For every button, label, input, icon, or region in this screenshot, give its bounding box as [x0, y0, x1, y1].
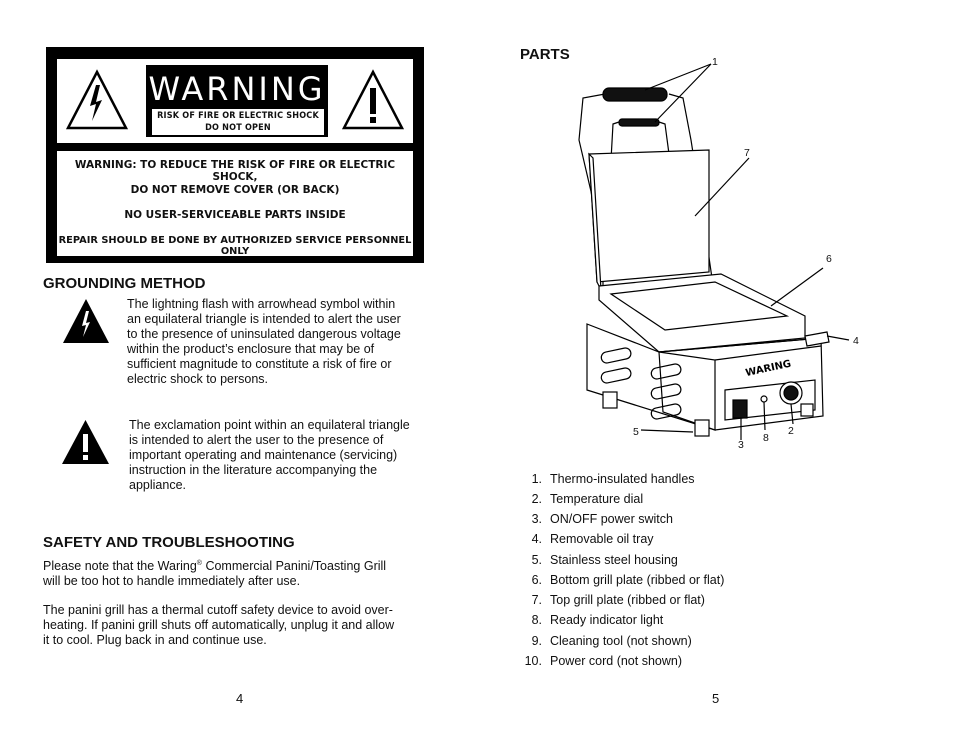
text-line: electric shock to persons.: [127, 372, 269, 386]
warning-subtitle-line1: RISK OF FIRE OR ELECTRIC SHOCK: [157, 111, 319, 121]
list-item-number: 1.: [531, 472, 542, 486]
exclamation-warning-icon: [341, 69, 405, 131]
callout-number: 7: [744, 147, 750, 159]
list-item-number: 3.: [531, 512, 542, 526]
list-item-number: 9.: [531, 634, 542, 648]
exclamation-triangle-icon: [61, 419, 110, 465]
lightning-triangle-icon: [62, 298, 110, 344]
list-item: [520, 532, 820, 552]
list-item-number: 10.: [524, 654, 542, 668]
list-item-label: Stainless steel housing: [550, 553, 678, 567]
page-number-right: 5: [712, 691, 720, 706]
safety-paragraph-2: [43, 603, 394, 648]
lightning-description: [127, 297, 401, 387]
list-item: [520, 492, 820, 512]
list-item: [520, 512, 820, 532]
list-item-number: 5.: [531, 553, 542, 567]
text-line: [43, 556, 386, 574]
text-line: appliance.: [129, 478, 186, 492]
grill-diagram: [565, 60, 865, 450]
callout-number: 1: [712, 56, 718, 68]
list-item: [520, 613, 820, 633]
text-line: important operating and maintenance (servicing): [129, 448, 398, 462]
list-item-label: Thermo-insulated handles: [550, 472, 695, 486]
callout-number: 2: [788, 425, 794, 437]
lightning-warning-icon: [65, 69, 129, 131]
text-line: to the presence of uninsulated dangerous voltage: [127, 327, 401, 341]
text-line: The lightning flash with arrowhead symbol within: [127, 297, 396, 311]
list-item: [520, 553, 820, 573]
text-line: The exclamation point within an equilateral triangle: [129, 418, 410, 432]
callout-number: 8: [763, 432, 769, 444]
list-item: [520, 573, 820, 593]
warning-line: REPAIR SHOULD BE DONE BY AUTHORIZED SERVICE PERSONNEL ONLY: [58, 235, 412, 257]
warning-label: [46, 47, 424, 263]
warning-label-top-panel: [57, 59, 413, 143]
text-line: it to cool. Plug back in and continue use.: [43, 633, 267, 647]
list-item: [520, 654, 820, 674]
callout-number: 5: [633, 426, 639, 438]
parts-heading: PARTS: [520, 46, 570, 63]
warning-title-box: [146, 65, 328, 137]
list-item-number: 8.: [531, 613, 542, 627]
callout-number: 6: [826, 253, 832, 265]
list-item-label: Cleaning tool (not shown): [550, 634, 692, 648]
list-item: [520, 593, 820, 613]
warning-label-bottom-panel: [57, 151, 413, 256]
warning-subtitle: [152, 109, 324, 135]
list-item-label: ON/OFF power switch: [550, 512, 673, 526]
warning-title: WARNING: [148, 70, 326, 108]
list-item: [520, 634, 820, 654]
safety-paragraph-1: [43, 556, 386, 589]
exclamation-description: [129, 418, 410, 493]
callout-number: 4: [853, 335, 859, 347]
list-item-label: Power cord (not shown): [550, 654, 683, 668]
warning-line: WARNING: TO REDUCE THE RISK OF FIRE OR ELECTRIC SHOCK,: [74, 159, 396, 183]
registered-mark: ®: [196, 560, 202, 567]
list-item: [520, 472, 820, 492]
safety-heading: SAFETY AND TROUBLESHOOTING: [43, 534, 295, 551]
grill-brand-label: WARING: [744, 358, 793, 380]
list-item-label: Bottom grill plate (ribbed or flat): [550, 573, 725, 587]
warning-subtitle-line2: DO NOT OPEN: [205, 123, 271, 133]
text-line: within the product’s enclosure that may be of: [127, 342, 375, 356]
text-span: Commercial Panini/Toasting Grill: [201, 559, 387, 574]
callout-number: 3: [738, 439, 744, 451]
text-span: Please note that the Waring: [43, 559, 197, 574]
text-line: heating. If panini grill shuts off automatically, unplug it and allow: [43, 618, 395, 632]
list-item-label: Top grill plate (ribbed or flat): [550, 593, 705, 607]
text-line: will be too hot to handle immediately after use.: [43, 574, 301, 589]
list-item-number: 2.: [531, 492, 542, 506]
list-item-number: 7.: [531, 593, 542, 607]
text-line: is intended to alert the user to the presence of: [129, 433, 384, 447]
warning-line: DO NOT REMOVE COVER (OR BACK): [130, 184, 340, 196]
list-item-number: 6.: [531, 573, 542, 587]
warning-line: NO USER-SERVICEABLE PARTS INSIDE: [124, 209, 346, 221]
text-line: instruction in the literature accompanying the: [129, 463, 378, 477]
list-item-label: Removable oil tray: [550, 532, 654, 546]
list-item-label: Ready indicator light: [550, 613, 664, 627]
list-item-number: 4.: [531, 532, 542, 546]
text-line: The panini grill has a thermal cutoff safety device to avoid over-: [43, 603, 393, 617]
grounding-heading: GROUNDING METHOD: [43, 275, 206, 292]
text-line: sufficient magnitude to constitute a risk of fire or: [127, 357, 392, 371]
page-number-left: 4: [236, 691, 244, 706]
text-line: an equilateral triangle is intended to alert the user: [127, 312, 401, 326]
list-item-label: Temperature dial: [550, 492, 644, 506]
